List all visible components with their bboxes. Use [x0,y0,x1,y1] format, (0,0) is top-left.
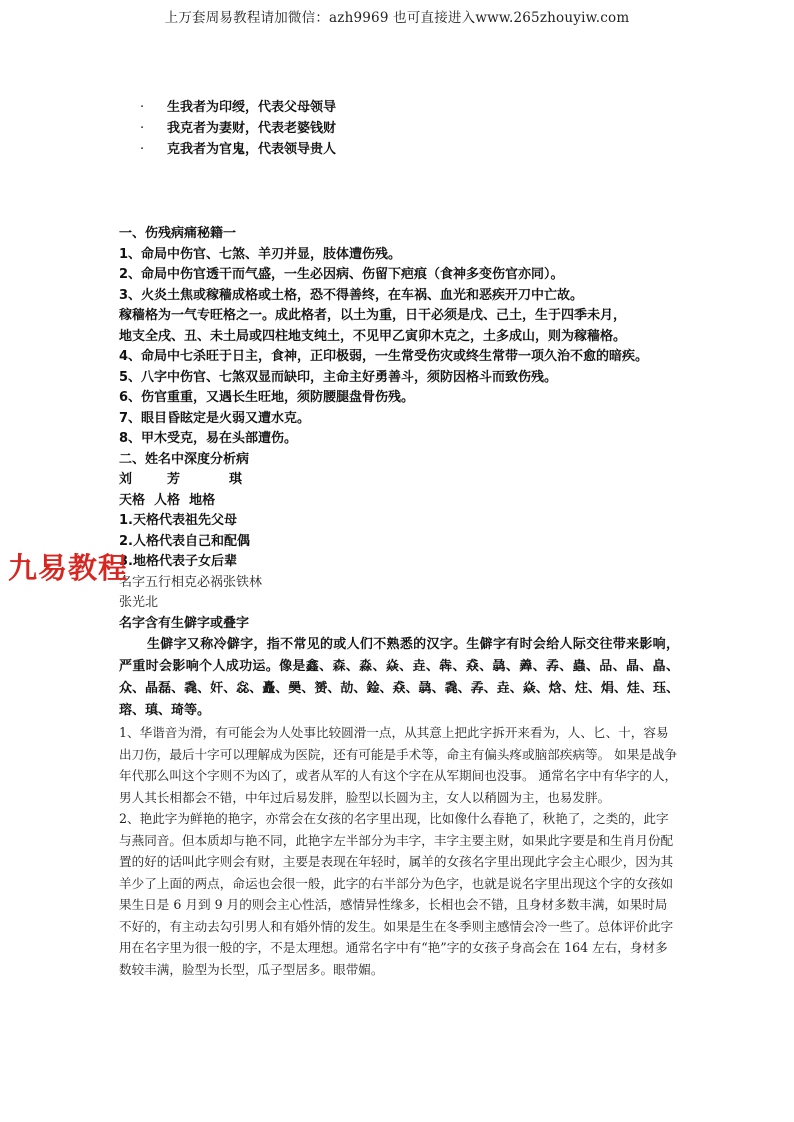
bullet-item: · 克我者为官鬼，代表领导贵人 [140,139,336,160]
list-item: 2、命局中伤官透干而气盛，一生必因病、伤留下疤痕（食神多变伤官亦同）。 [119,267,564,282]
list-item: 1.天格代表祖先父母 [119,513,237,528]
list-item: 3.地格代表子女后辈 [119,554,237,569]
section-title: 二、姓名中深度分析病 [119,451,250,467]
list-item: 2.人格代表自己和配偶 [119,533,250,549]
section-title: 一、伤残病痛秘籍一 [119,226,237,241]
watermark-logo: 九易教程 [8,551,129,585]
rare-characters-paragraph: 生僻字又称冷僻字，指不常见的或人们不熟悉的汉字。生僻字有时会给人际交往带来影响，严重时会影响个人成功运。像是鑫、森、淼、焱、垚、犇、猋、骉、羴、孨、蟲、品、晶、皛、众、晶磊、毳、奸、惢、矗、奰、赟、劼、鍂、猋、骉、毳、孨、垚、焱、焓、炷、焆、烓、珏、瑢、瑱、琦等。 [119,637,679,718]
ge-line: 天格 人格 地格 [119,492,216,508]
subsection-title: 名字含有生僻字或叠字 [119,615,250,631]
name-char: 芳 [167,472,181,487]
list-item: 稼穑格为一气专旺格之一。成此格者，以土为重，日干必须是戊、己土，生于四季未月， [119,308,627,323]
list-item: 7、眼目昏眩定是火弱又遭水克。 [119,410,311,426]
paragraph-hua: 1、华谐音为滑，有可能会为人处事比较圆滑一点，从其意上把此字拆开来看为，人、匕、十，容易出刀伤，最后十字可以理解成为医院，还有可能是手术等，命主有偏头疼或脑部疾病等。 如果是战争年代那么叫这个字则不为凶了，或者从军的人有这个字在从军期间也没事。 通常名字中有华字的人，男人其长相都会不错，中年过后易发胖，脸型以长圆为主，女人以稍圆为主，也易发胖。 [119,725,678,805]
bullet-item: · 生我者为印绶，代表父母领导 [140,97,336,118]
list-item: 8、甲木受克，易在头部遭伤。 [119,431,298,446]
page-header-banner: 上万套周易教程请加微信：azh9969 也可直接进入www.265zhouyiw.com [164,10,630,26]
document-body [119,224,679,980]
example-name [119,470,679,491]
list-item: 5、八字中伤官、七煞双显而缺印，主命主好勇善斗，须防因格斗而致伤残。 [119,369,558,385]
paragraph-yan: 2、艳此字为鲜艳的艳字，亦常会在女孩的名字里出现，比如像什么春艳了，秋艳了，之类的，此字与燕同音。但本质却与艳不同，此艳字左半部分为丰字，丰字主要主财，如果此字要是和生肖月份配置的好的话叫此字则会有财，主要是表现在年轻时，属羊的女孩名字里出现此字会主心眼少，因为其羊少了上面的两点，命运也会很一般，此字的右半部分为色字，也就是说名字里出现这个字的女孩如果生日是 6 月到 9 月的则会主心性活，感情异性缘多，长相也会不错，且身材多数丰满，如果时局不好的，有主动去勾引男人和有婚外情的发生。如果是生在冬季则主感情会冷一些了。总体评价此字用在名字里为很一般的字，不是太理想。通常名字中有“艳”字的女孩子身高会在 164 左右，身材多数较丰满，脸型为长型，瓜子型居多。眼带媚。 [119,811,674,977]
name-char: 琪 [229,472,243,487]
name-char: 刘 [119,472,133,487]
bullet-dot-icon: · [140,142,145,157]
list-item: 3、火炎土焦或稼穑成格或土格，恐不得善终，在车祸、血光和恶疾开刀中亡故。 [119,287,584,303]
list-item: 4、命局中七杀旺于日主，食神，正印极弱，一生常受伤灾或终生常带一项久治不愈的暗疾。 [119,349,649,364]
plain-line: 张光北 [119,595,159,610]
bullet-dot-icon: · [140,121,145,136]
list-item: 1、命局中伤官、七煞、羊刃并显，肢体遭伤残。 [119,246,402,262]
list-item: 地支全戌、丑、未土局或四柱地支纯土，不见甲乙寅卯木克之，土多成山，则为稼穑格。 [119,328,627,344]
relation-bullet-list [140,97,336,160]
list-item: 6、伤官重重，又遇长生旺地，须防腰腿盘骨伤残。 [119,390,415,405]
plain-line: 名字五行相克必祸张铁林 [119,574,263,590]
bullet-item: · 我克者为妻财，代表老婆钱财 [140,118,336,139]
bullet-dot-icon: · [140,100,145,115]
